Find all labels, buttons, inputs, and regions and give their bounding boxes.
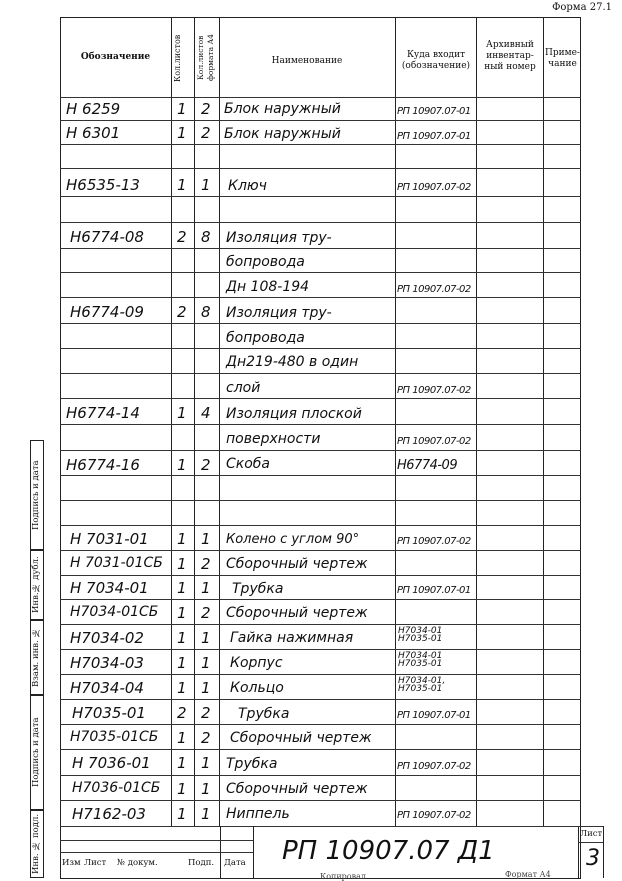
row-where: Н7034-01, Н7035-01: [398, 676, 446, 694]
row-line: [60, 272, 581, 273]
row-sheets-a4: 1: [201, 530, 211, 548]
header-designation: Обозначение: [80, 52, 151, 62]
row-sheets-a4: 1: [201, 176, 211, 194]
row-name: Скоба: [226, 456, 271, 472]
row-designation: Н7036-01СБ: [72, 780, 161, 796]
row-sheets: 1: [177, 654, 187, 672]
row-name: слой: [226, 380, 261, 396]
footer-copied: Копировал: [320, 872, 366, 881]
row-line: [60, 450, 581, 451]
row-sheets-a4: 2: [201, 604, 211, 622]
row-line: [60, 674, 581, 675]
row-sheets: 1: [177, 124, 187, 142]
header-note: Приме-чание: [545, 48, 580, 69]
row-line: [60, 348, 581, 349]
row-sheets: 1: [177, 629, 187, 647]
col-line: [476, 17, 477, 827]
row-sheets: 2: [177, 704, 187, 722]
row-name: бопровода: [226, 330, 305, 346]
header-bottom-line: [60, 97, 581, 98]
row-sheets-a4: 8: [201, 228, 211, 246]
row-name: Изоляция тру-: [226, 230, 332, 246]
row-where: Н6774-09: [397, 458, 458, 473]
row-designation: Н6774-14: [66, 404, 140, 422]
row-name: Изоляция плоской: [226, 406, 362, 422]
row-name: Кольцо: [230, 680, 284, 696]
row-line: [60, 699, 581, 700]
row-sheets-a4: 1: [201, 679, 211, 697]
row-sheets-a4: 4: [201, 404, 211, 422]
row-name: Ключ: [228, 178, 267, 194]
row-where: РП 10907.07-02: [397, 761, 471, 772]
row-sheets-a4: 8: [201, 303, 211, 321]
col-line: [194, 17, 195, 827]
row-sheets-a4: 2: [201, 456, 211, 474]
row-name: Дн 108-194: [226, 279, 310, 295]
row-designation: Н 6259: [66, 100, 121, 118]
row-name: Сборочный чертеж: [226, 556, 368, 572]
row-line: [60, 398, 581, 399]
tb-line: [60, 840, 253, 841]
row-name: Сборочный чертеж: [226, 605, 368, 621]
row-sheets-a4: 1: [201, 805, 211, 823]
header-name: Наименование: [271, 56, 343, 66]
row-line: [60, 775, 581, 776]
row-where: РП 10907.07-01: [397, 585, 471, 596]
row-line: [60, 297, 581, 298]
tb-line: [578, 826, 579, 878]
row-designation: Н 7031-01: [70, 530, 149, 548]
row-line: [60, 525, 581, 526]
tb-line: [578, 842, 603, 843]
row-name: Сборочный чертеж: [226, 781, 368, 797]
tb-list: Лист: [84, 858, 107, 868]
row-sheets: 2: [177, 303, 187, 321]
row-name: Блок наружный: [224, 126, 341, 142]
row-designation: Н7035-01СБ: [70, 729, 159, 745]
row-where: РП 10907.07-02: [397, 536, 471, 547]
row-line: [60, 624, 581, 625]
row-sheets: 1: [177, 729, 187, 747]
side-field-orig-inv: Инв. № подл.: [30, 810, 44, 878]
row-sheets: 1: [177, 604, 187, 622]
row-line: [60, 323, 581, 324]
tb-sheet-label: Лист: [580, 829, 603, 839]
row-name: Изоляция тру-: [226, 305, 332, 321]
row-designation: Н7162-03: [72, 805, 146, 823]
row-name: поверхности: [226, 431, 321, 447]
row-line: [60, 373, 581, 374]
row-designation: Н 7034-01: [70, 579, 149, 597]
row-where: РП 10907.07-02: [397, 436, 471, 447]
side-field-signature-date: Подпись и дата: [30, 440, 44, 550]
header-archive: Архивный инвентар-ный номер: [484, 40, 536, 72]
row-designation: Н7034-01СБ: [70, 604, 159, 620]
row-name: Трубка: [238, 706, 290, 722]
row-sheets-a4: 1: [201, 629, 211, 647]
row-name: Сборочный чертеж: [230, 730, 372, 746]
row-where: Н7034-01 Н7035-01: [398, 651, 443, 669]
row-designation: Н7034-02: [70, 629, 144, 647]
side-field-dup-inv: Инв.№ дубл.: [30, 550, 44, 620]
row-sheets-a4: 2: [201, 100, 211, 118]
row-sheets: 1: [177, 530, 187, 548]
tb-data: Дата: [224, 858, 246, 868]
row-line: [60, 144, 581, 145]
document-code: РП 10907.07 Д1: [282, 836, 495, 866]
row-sheets: 1: [177, 176, 187, 194]
row-sheets: 1: [177, 780, 187, 798]
row-line: [60, 724, 581, 725]
row-designation: Н6774-16: [66, 456, 140, 474]
side-field-signature-date-2: Подпись и дата: [30, 695, 44, 810]
tb-podp: Подп.: [188, 858, 215, 868]
row-where: Н7034-01 Н7035-01: [398, 626, 443, 644]
row-designation: Н6535-13: [66, 176, 140, 194]
row-line: [60, 599, 581, 600]
row-sheets: 1: [177, 754, 187, 772]
row-line: [60, 826, 581, 827]
row-name: Трубка: [226, 756, 278, 772]
col-line: [219, 17, 220, 827]
tb-line: [603, 826, 604, 878]
row-name: Дн219-480 в один: [226, 354, 359, 370]
row-sheets: 1: [177, 456, 187, 474]
row-line: [60, 424, 581, 425]
header-sheets: Кол.листов: [173, 34, 182, 82]
row-name: Трубка: [232, 581, 284, 597]
header-where: Куда входит (обозначение): [401, 50, 471, 71]
row-where: РП 10907.07-02: [397, 284, 471, 295]
footer-format: Формат А4: [505, 870, 551, 879]
row-sheets: 1: [177, 100, 187, 118]
tb-line: [578, 826, 603, 827]
tb-line: [60, 852, 253, 853]
row-line: [60, 196, 581, 197]
row-line: [60, 248, 581, 249]
form-number: Форма 27.1: [552, 2, 612, 13]
row-sheets: 1: [177, 805, 187, 823]
row-name: Колено с углом 90°: [226, 532, 360, 547]
row-where: РП 10907.07-01: [397, 131, 471, 142]
row-designation: Н6774-09: [70, 303, 144, 321]
row-where: РП 10907.07-02: [397, 385, 471, 396]
row-designation: Н 7036-01: [72, 754, 151, 772]
row-line: [60, 120, 581, 121]
row-designation: Н7035-01: [72, 704, 146, 722]
row-name: Ниппель: [226, 806, 290, 822]
row-line: [60, 649, 581, 650]
row-line: [60, 575, 581, 576]
tb-line: [253, 826, 254, 878]
row-sheets-a4: 2: [201, 729, 211, 747]
col-line: [395, 17, 396, 827]
header-sheets-a4: Кол.листов формата А4: [196, 34, 215, 82]
row-sheets-a4: 2: [201, 555, 211, 573]
row-sheets-a4: 1: [201, 654, 211, 672]
col-line: [171, 17, 172, 827]
row-name: Блок наружный: [224, 101, 341, 117]
row-where: РП 10907.07-01: [397, 710, 471, 721]
row-sheets: 1: [177, 404, 187, 422]
row-designation: Н 7031-01СБ: [70, 555, 163, 571]
row-line: [60, 550, 581, 551]
row-line: [60, 222, 581, 223]
row-line: [60, 500, 581, 501]
row-sheets: 1: [177, 579, 187, 597]
row-sheets-a4: 1: [201, 754, 211, 772]
row-where: РП 10907.07-01: [397, 106, 471, 117]
row-line: [60, 168, 581, 169]
row-name: Корпус: [230, 655, 283, 671]
tb-izm: Изм: [62, 858, 81, 868]
row-designation: Н 6301: [66, 124, 121, 142]
row-designation: Н7034-04: [70, 679, 144, 697]
row-line: [60, 749, 581, 750]
row-line: [60, 475, 581, 476]
row-sheets-a4: 2: [201, 124, 211, 142]
row-where: РП 10907.07-02: [397, 182, 471, 193]
row-name: Гайка нажимная: [230, 630, 354, 646]
row-name: бопровода: [226, 254, 305, 270]
row-sheets-a4: 2: [201, 704, 211, 722]
row-sheets: 1: [177, 555, 187, 573]
row-line: [60, 800, 581, 801]
row-sheets-a4: 1: [201, 780, 211, 798]
row-designation: Н6774-08: [70, 228, 144, 246]
row-sheets: 2: [177, 228, 187, 246]
row-sheets-a4: 1: [201, 579, 211, 597]
tb-doc: № докум.: [117, 858, 158, 868]
sheet-number: 3: [586, 846, 600, 871]
col-line: [543, 17, 544, 827]
row-where: РП 10907.07-02: [397, 810, 471, 821]
side-field-replace-inv: Взам. инв. №: [30, 620, 44, 695]
row-sheets: 1: [177, 679, 187, 697]
row-designation: Н7034-03: [70, 654, 144, 672]
